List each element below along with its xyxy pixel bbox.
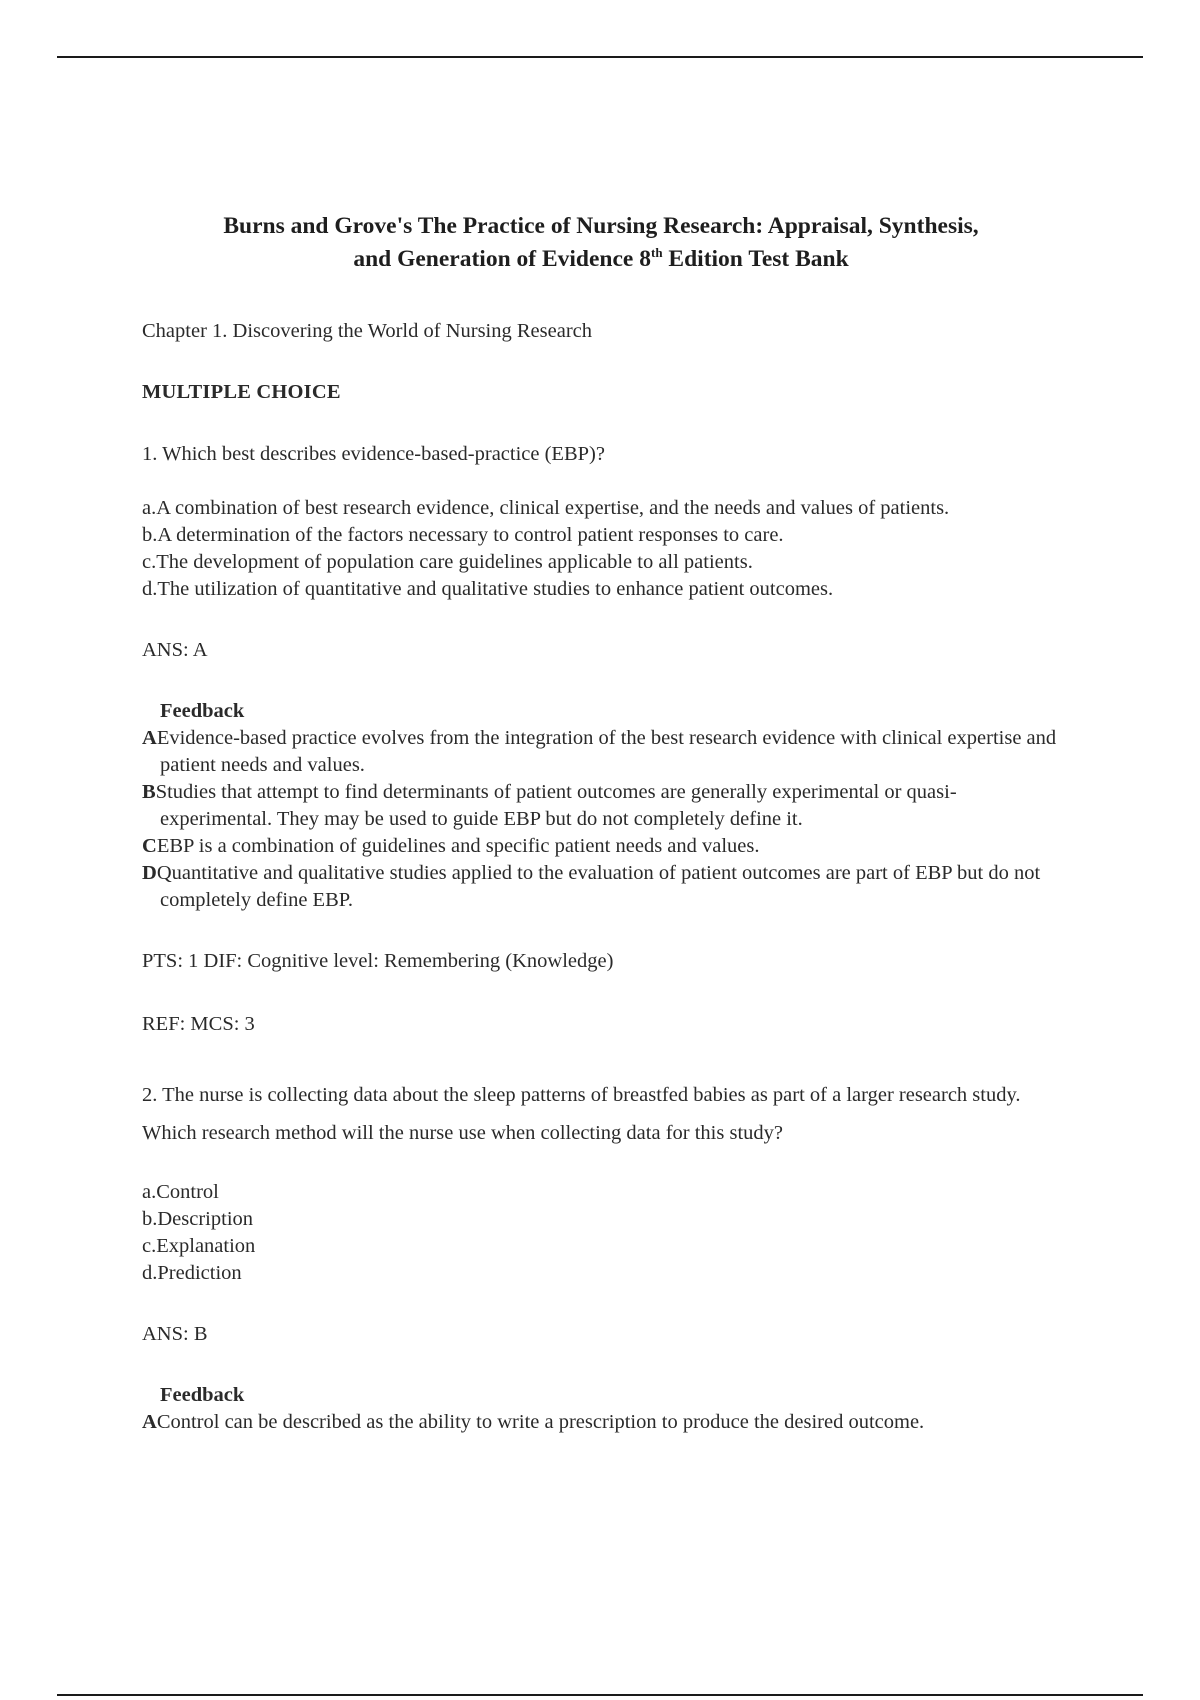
question-1: [142, 441, 1060, 1038]
option-label: b.: [142, 1208, 158, 1230]
title-line-1: Burns and Grove's The Practice of Nursing Research: Appraisal, Synthesis,: [223, 213, 979, 239]
feedback-text: Control can be described as the ability to write a prescription to produce the desired outcome.: [156, 1411, 925, 1433]
title-line-2: [142, 243, 1060, 276]
option-label: c.: [142, 1235, 157, 1257]
reference: REF: MCS: 3: [142, 1013, 255, 1035]
top-rule: [57, 56, 1143, 58]
option-b: [142, 522, 1060, 549]
option-text: A determination of the factors necessary to control patient responses to care.: [157, 524, 784, 546]
answer-options: [142, 1179, 1060, 1287]
feedback-label: A: [142, 727, 157, 749]
document-title: [142, 210, 1060, 276]
question-stem: 1. Which best describes evidence-based-practice (EBP)?: [142, 443, 605, 465]
title-line-2-pre: and Generation of Evidence 8: [353, 246, 651, 272]
feedback-item-a: [142, 725, 1060, 779]
option-label: c.: [142, 551, 157, 573]
feedback-heading: Feedback: [160, 1384, 245, 1406]
option-text: Prediction: [157, 1262, 242, 1284]
answer-options: [142, 495, 1060, 603]
option-text: Description: [157, 1208, 254, 1230]
feedback-block: [142, 698, 1060, 914]
feedback-item-a: [142, 1409, 1060, 1436]
feedback-item-d: [142, 860, 1060, 914]
option-label: d.: [142, 578, 158, 600]
option-a: [142, 1179, 1060, 1206]
option-text: Explanation: [156, 1235, 256, 1257]
section-heading: MULTIPLE CHOICE: [142, 381, 341, 403]
feedback-block: [142, 1382, 1060, 1436]
option-c: [142, 1233, 1060, 1260]
title-line-2-post: Edition Test Bank: [662, 246, 849, 272]
option-text: Control: [156, 1181, 219, 1203]
option-label: d.: [142, 1262, 158, 1284]
feedback-text: Evidence-based practice evolves from the integration of the best research evidence with clinical expertise and patient needs and values.: [156, 727, 1057, 776]
title-edition-suffix: th: [650, 245, 663, 261]
option-label: a.: [142, 1181, 157, 1203]
feedback-label: A: [142, 1411, 157, 1433]
feedback-text: Quantitative and qualitative studies applied to the evaluation of patient outcomes are part of EBP but do not completely define EBP.: [156, 862, 1041, 911]
option-c: [142, 549, 1060, 576]
option-text: A combination of best research evidence, clinical expertise, and the needs and values of patients.: [156, 497, 950, 519]
feedback-item-b: [142, 779, 1060, 833]
option-text: The development of population care guidelines applicable to all patients.: [156, 551, 753, 573]
chapter-heading: Chapter 1. Discovering the World of Nursing Research: [142, 320, 592, 342]
feedback-label: B: [142, 781, 156, 803]
feedback-text: EBP is a combination of guidelines and specific patient needs and values.: [156, 835, 760, 857]
option-a: [142, 495, 1060, 522]
option-d: [142, 576, 1060, 603]
feedback-heading: Feedback: [160, 700, 245, 722]
feedback-label: C: [142, 835, 157, 857]
feedback-item-c: [142, 833, 1060, 860]
option-d: [142, 1260, 1060, 1287]
option-b: [142, 1206, 1060, 1233]
option-label: b.: [142, 524, 158, 546]
question-2: [142, 1076, 1060, 1436]
bottom-rule: [57, 1694, 1143, 1696]
answer-key: ANS: A: [142, 639, 208, 661]
feedback-label: D: [142, 862, 157, 884]
option-label: a.: [142, 497, 157, 519]
points-difficulty: PTS: 1 DIF: Cognitive level: Remembering (Knowledge): [142, 950, 614, 972]
answer-key: ANS: B: [142, 1323, 208, 1345]
question-stem: 2. The nurse is collecting data about the sleep patterns of breastfed babies as part of a larger research study. Which research method will the nurse use when collecting data for this study?: [142, 1084, 1021, 1144]
feedback-text: Studies that attempt to find determinants of patient outcomes are generally experimental or quasi-experimental. They may be used to guide EBP but do not completely define it.: [155, 781, 957, 830]
option-text: The utilization of quantitative and qualitative studies to enhance patient outcomes.: [157, 578, 834, 600]
page-content: [142, 210, 1060, 1436]
